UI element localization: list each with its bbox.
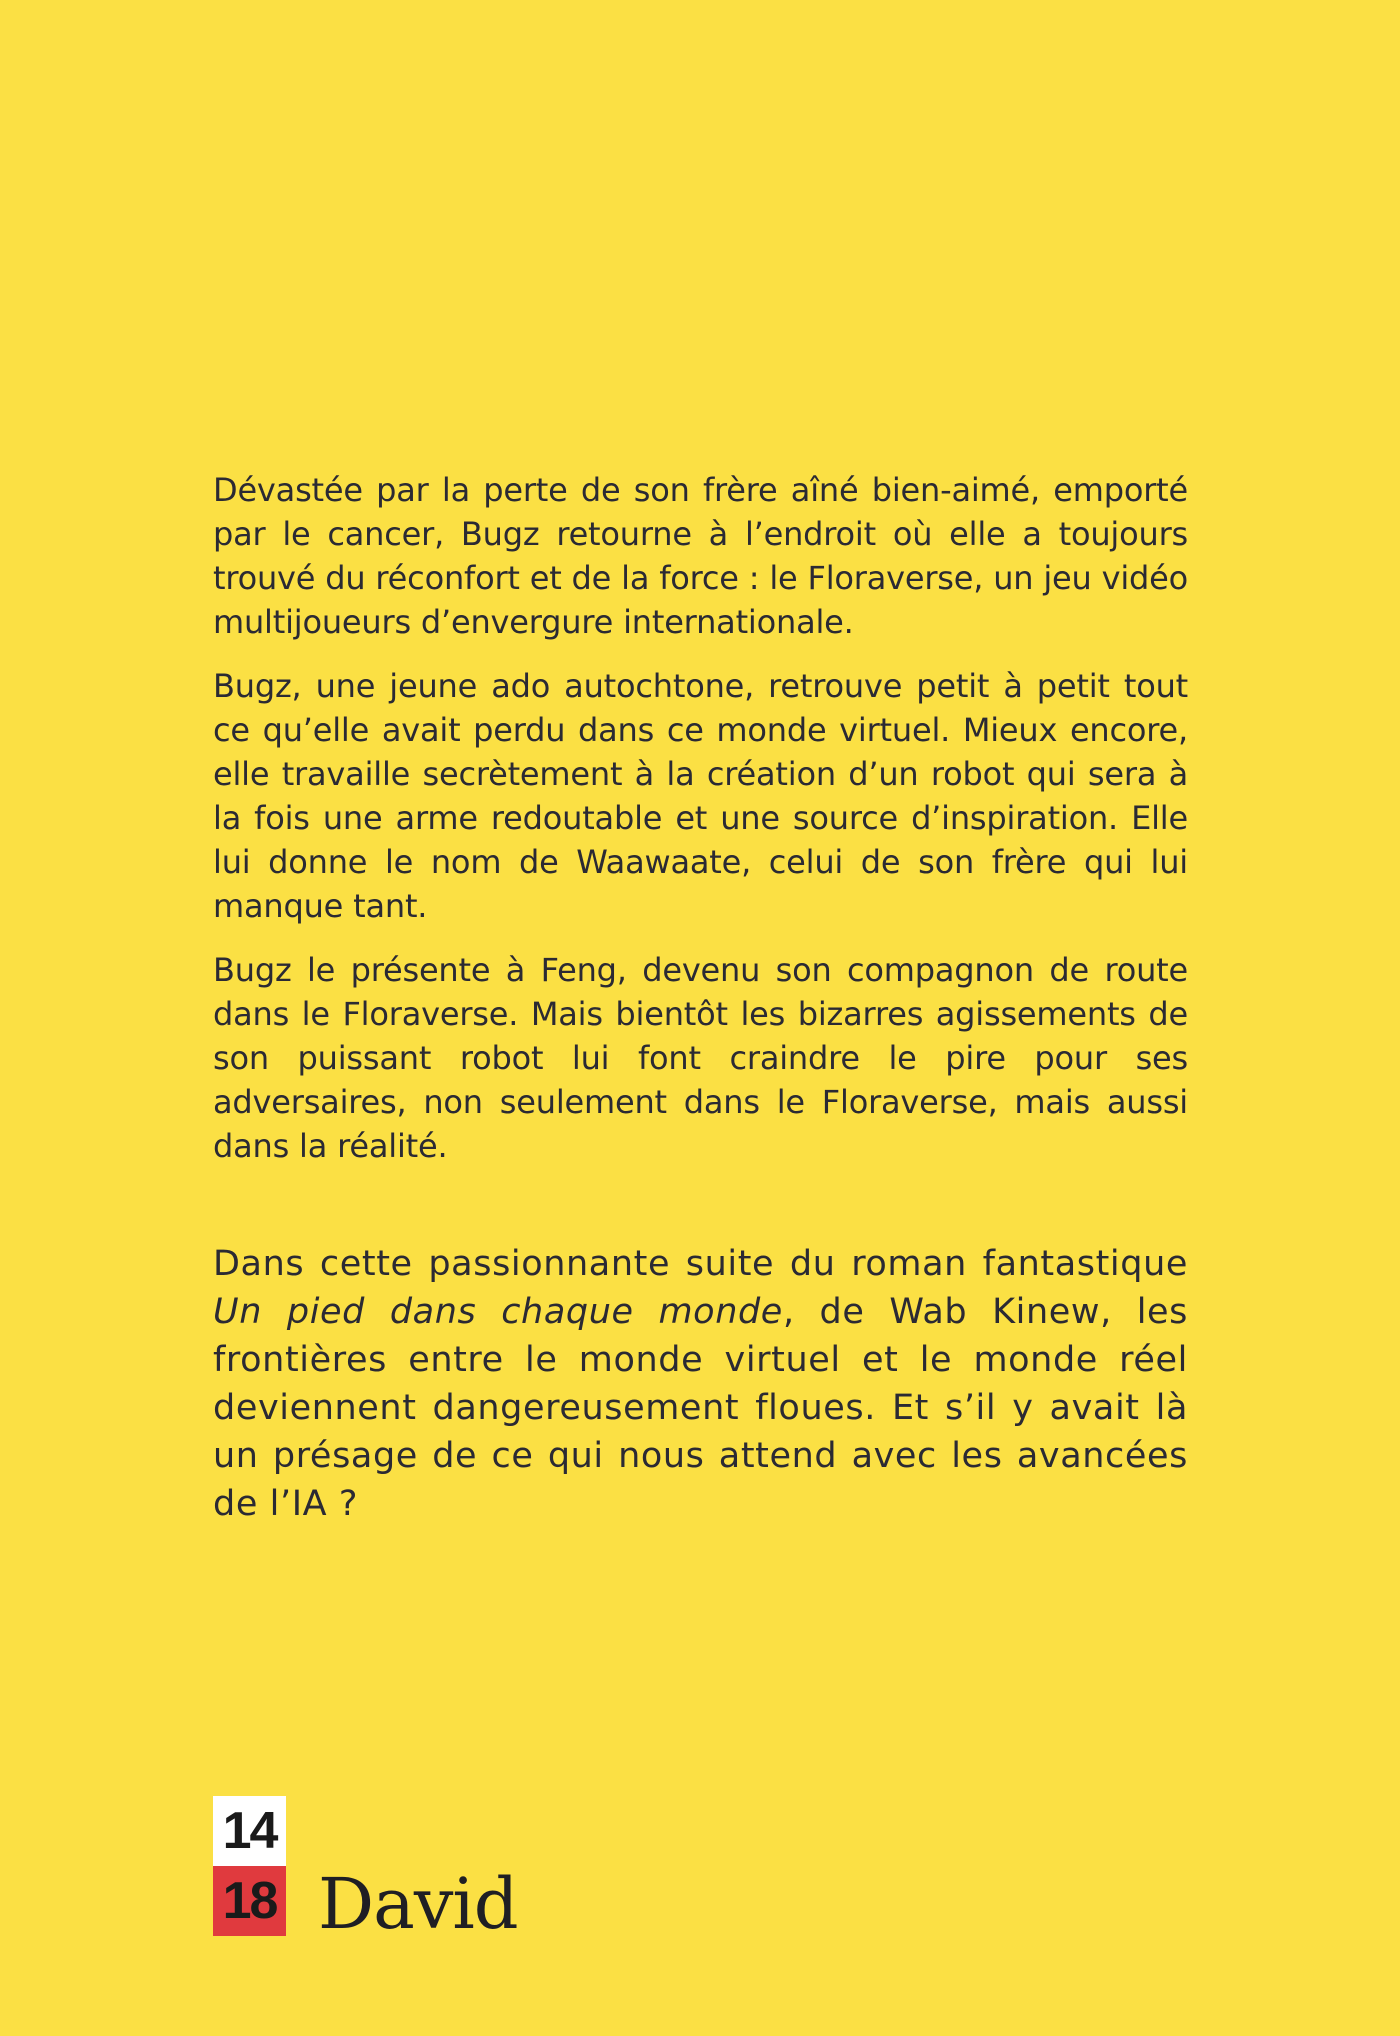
age-min: 14 xyxy=(213,1796,286,1866)
publisher-logo: David xyxy=(318,1863,518,1945)
back-cover-blurb xyxy=(213,468,1188,1188)
hook-lead: Dans cette passionnante suite du roman fantastique xyxy=(213,1244,1188,1284)
age-range-badge xyxy=(213,1796,286,1936)
age-max: 18 xyxy=(213,1866,286,1936)
referenced-book-title: Un pied dans chaque monde xyxy=(213,1292,783,1332)
blurb-paragraph-2: Bugz, une jeune ado autochtone, retrouve petit à petit tout ce qu’elle avait perdu dans ce monde virtuel. Mieux encore, elle travaille secrètement à la création d’un robot qui sera à la fois une arme redoutable et une source d’inspiration. Elle lui donne le nom de Waawaate, celui de son frère qui lui manque tant. xyxy=(213,667,1188,925)
blurb-paragraph-1: Dévastée par la perte de son frère aîné bien-aimé, emporté par le cancer, Bugz retourne à l’endroit où elle a toujours trouvé du réconfort et de la force : le Floraverse, un jeu vidéo multijoueurs d’envergure internationale. xyxy=(213,471,1188,641)
blurb-paragraph-3: Bugz le présente à Feng, devenu son compagnon de route dans le Floraverse. Mais bientôt les bizarres agissements de son puissant robot lui font craindre le pire pour ses adversaires, non seulement dans le Floraverse, mais aussi dans la réalité. xyxy=(213,951,1188,1165)
hook-paragraph xyxy=(213,1240,1188,1528)
hook-rest: , de Wab Kinew, les frontières entre le monde virtuel et le monde réel deviennent dangereusement floues. Et s’il y avait là un présage de ce qui nous attend avec les avancées de l’IA ? xyxy=(213,1292,1188,1524)
